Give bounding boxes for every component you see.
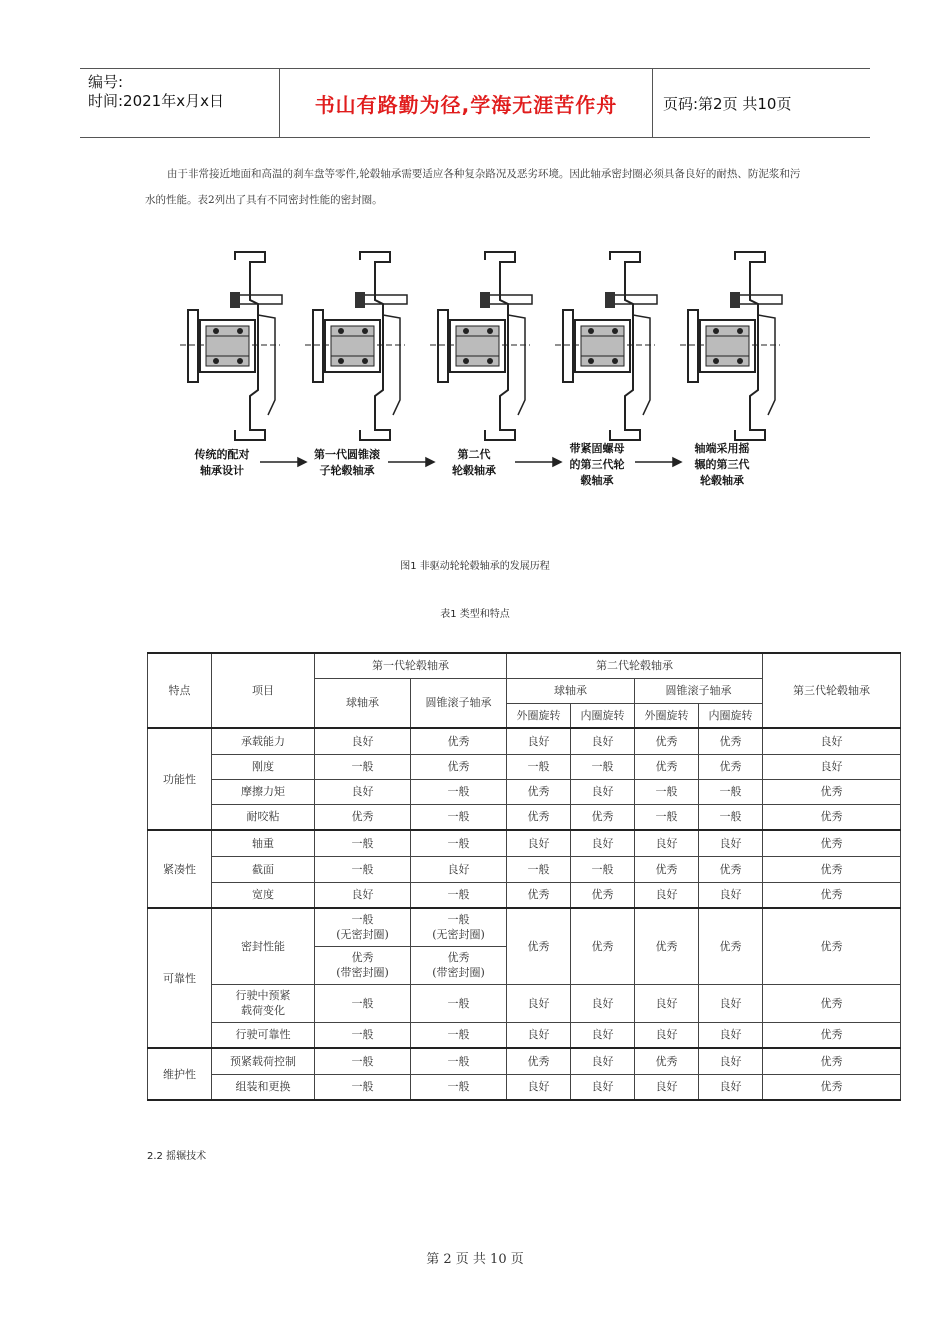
- row-item: 承载能力: [212, 728, 315, 754]
- row-item: 组装和更换: [212, 1074, 315, 1100]
- stage4-label-1: 带紧固螺母: [569, 442, 625, 455]
- row-item: 行驶中预紧 载荷变化: [212, 984, 315, 1022]
- table-row: 可靠性 密封性能 一般 (无密封圈) 一般 (无密封圈) 优秀 优秀 优秀 优秀 优秀: [148, 908, 901, 946]
- stage2-drawing: [305, 252, 407, 440]
- header-outer-2: 外圈旋转: [635, 703, 699, 728]
- table-row: 优秀 (带密封圈) 优秀 (带密封圈): [148, 946, 901, 984]
- table-row: 组装和更换 一般 一般 良好 良好 良好 良好 优秀: [148, 1074, 901, 1100]
- header-gen2-ball: 球轴承: [507, 678, 635, 703]
- group-reliable: 可靠性: [148, 908, 212, 1048]
- figure-caption: 图1 非驱动轮轮毂轴承的发展历程: [400, 561, 550, 572]
- number-label: 编号:: [88, 73, 124, 91]
- header-motto: 书山有路勤为径,学海无涯苦作舟: [280, 69, 653, 137]
- header-gen2: 第二代轮毂轴承: [507, 653, 763, 678]
- stage2-label-2: 子轮毂轴承: [319, 464, 375, 477]
- stage4-label-2: 的第三代轮: [569, 458, 625, 471]
- row-item: 密封性能: [212, 908, 315, 984]
- row-item: 刚度: [212, 754, 315, 779]
- header-gen2-taper: 圆锥滚子轴承: [635, 678, 763, 703]
- header-gen1-ball: 球轴承: [315, 678, 411, 728]
- header-gen1-taper: 圆锥滚子轴承: [411, 678, 507, 728]
- section-title: 2.2 摇辗技术: [147, 1151, 207, 1162]
- bearing-comparison-table: [147, 652, 901, 1101]
- stage4-label-3: 毂轴承: [580, 474, 614, 487]
- stage3-label-2: 轮毂轴承: [452, 464, 496, 477]
- bearing-evolution-figure: [160, 240, 800, 540]
- row-item: 耐咬粘: [212, 804, 315, 830]
- stage2-label-1: 第一代圆锥滚: [314, 448, 380, 461]
- table-caption: 表1 类型和特点: [440, 609, 510, 620]
- stage5-label-2: 辗的第三代: [694, 458, 750, 471]
- stage5-label-3: 轮毂轴承: [700, 474, 744, 487]
- header-outer-1: 外圈旋转: [507, 703, 571, 728]
- table-row: 摩擦力矩 良好 一般 优秀 良好 一般 一般 优秀: [148, 779, 901, 804]
- stage4-drawing: [555, 252, 657, 440]
- header-inner-2: 内圈旋转: [699, 703, 763, 728]
- row-item: 宽度: [212, 882, 315, 908]
- stage3-drawing: [430, 252, 532, 440]
- stage1-drawing: [180, 252, 282, 440]
- row-item: 截面: [212, 856, 315, 882]
- table-row: 刚度 一般 优秀 一般 一般 优秀 优秀 良好: [148, 754, 901, 779]
- page-footer: 第 2 页 共 10 页: [426, 1252, 524, 1267]
- row-item: 摩擦力矩: [212, 779, 315, 804]
- stage1-label-2: 轴承设计: [200, 464, 244, 477]
- stage1-label-1: 传统的配对: [194, 448, 250, 461]
- header-gen1: 第一代轮毂轴承: [315, 653, 507, 678]
- table-row: 维护性 预紧载荷控制 一般 一般 优秀 良好 优秀 良好 优秀: [148, 1048, 901, 1074]
- table-row: 行驶中预紧 载荷变化 一般 一般 良好 良好 良好 良好 优秀: [148, 984, 901, 1022]
- group-function: 功能性: [148, 728, 212, 830]
- row-item: 预紧载荷控制: [212, 1048, 315, 1074]
- group-compact: 紧凑性: [148, 830, 212, 908]
- table-row: 紧凑性 轴重 一般 一般 良好 良好 良好 良好 优秀: [148, 830, 901, 856]
- row-item: 行驶可靠性: [212, 1022, 315, 1048]
- table-row: 截面 一般 良好 一般 一般 优秀 优秀 优秀: [148, 856, 901, 882]
- header-item: 项目: [212, 653, 315, 728]
- row-item: 轴重: [212, 830, 315, 856]
- stage3-label-1: 第二代: [457, 448, 491, 461]
- intro-paragraph: 由于非常接近地面和高温的刹车盘等零件,轮毂轴承需要适应各种复杂路况及恶劣环境。因此轴承密封圈必须具备良好的耐热、防泥浆和污水的性能。表2列出了具有不同密封性能的密封圈。: [145, 168, 801, 206]
- header-inner-1: 内圈旋转: [571, 703, 635, 728]
- group-maint: 维护性: [148, 1048, 212, 1100]
- document-header: [80, 68, 870, 138]
- time-label: 时间:2021年x月x日: [88, 92, 224, 110]
- table-row: 耐咬粘 优秀 一般 优秀 优秀 一般 一般 优秀: [148, 804, 901, 830]
- table-row: 宽度 良好 一般 优秀 优秀 良好 良好 优秀: [148, 882, 901, 908]
- header-gen3: 第三代轮毂轴承: [763, 653, 901, 728]
- table-row: 功能性 承载能力 良好 优秀 良好 良好 优秀 优秀 良好: [148, 728, 901, 754]
- header-page-label: 页码:第2页 共10页: [663, 94, 792, 113]
- table-row: 行驶可靠性 一般 一般 良好 良好 良好 良好 优秀: [148, 1022, 901, 1048]
- stage5-drawing: [680, 252, 782, 440]
- header-meta: [80, 69, 280, 137]
- stage5-label-1: 轴端采用摇: [694, 442, 750, 455]
- header-feature: 特点: [148, 653, 212, 728]
